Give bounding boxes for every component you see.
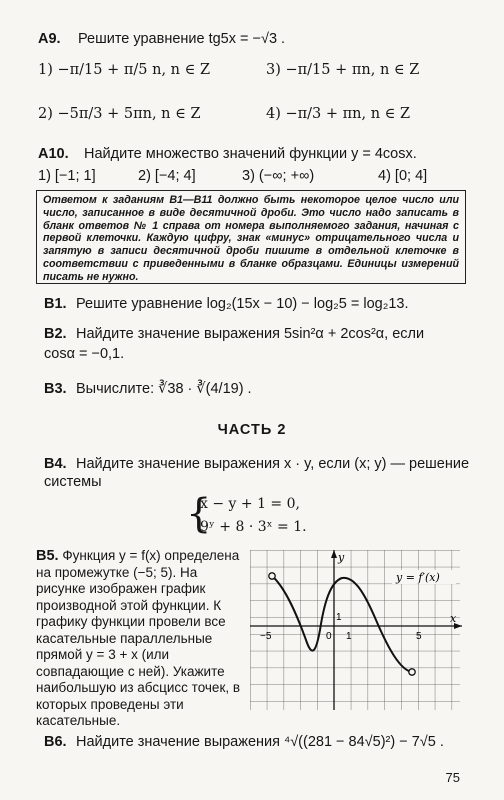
problem-number: В5. [36,548,59,564]
x-axis-label: x [450,612,457,625]
option-4: 4) −π/3 + πn, n ∈ Z [266,106,411,122]
tick-neg5: −5 [260,631,272,642]
instruction-box: Ответом к заданиям В1—В11 должно быть некоторое целое число или число, записанное в виде десятичной дроби. Это число надо записать в бланк ответов № 1 справа от номера выполняемого задания, начиная с первой клеточки. Каждую цифру, знак «минус» отрицательного числа и запятую в записи десятичной дроби пишите в отдельной клеточке в соответствии с приведенными в бланке образцами. Единицы измерений писать не нужно. [36,190,466,284]
system-equation-2: 9ʸ + 8 · 3ˣ = 1. [200,519,307,535]
problem-text: Вычислите: ∛38 · ∛(4/19) . [76,381,252,397]
problem-text-line1: Найдите значение выражения 5sin²α + 2cos²α, если [76,326,425,342]
problem-number: А10. [38,146,69,162]
option-1: 1) −π/15 + π/5 n, n ∈ Z [38,62,211,78]
problem-b5 [36,548,246,730]
problem-number: В4. [44,456,67,472]
problem-text-line2: cosα = −0,1. [44,346,125,362]
graph-label: y = f′(x) [396,571,440,584]
problem-text: Решите уравнение tg5x = −√3 . [78,31,286,47]
system-equation-1: x − y + 1 = 0, [200,496,300,512]
problem-text: Функция y = f(x) определена на промежутке (−5; 5). На рисунке изображен график производной этой функции. К графику функции провели все касательные параллельные прямой y = 3 + x (или совпадающие с ней). Укажите наибольшую из абсцисс точек, в которых проведены эти касательные. [36,548,241,728]
derivative-graph [246,548,466,712]
part-heading: ЧАСТЬ 2 [217,422,287,438]
problem-number: А9. [38,31,61,47]
page-number: 75 [445,770,460,785]
option-3: 3) (−∞; +∞) [242,168,315,184]
problem-text: Решите уравнение log₂(15x − 10) − log₂5 = log₂13. [76,296,409,312]
tick-1-y: 1 [336,612,342,623]
problem-text: Найдите значение выражения ⁴√((281 − 84√5)²) − 7√5 . [76,734,444,750]
option-3: 3) −π/15 + πn, n ∈ Z [266,62,420,78]
problem-number: В3. [44,381,67,397]
problem-text-line2: системы [44,474,102,490]
problem-number: В6. [44,734,67,750]
open-endpoint-left [269,573,275,579]
problem-number: В2. [44,326,67,342]
problem-text: Найдите множество значений функции y = 4cosx. [84,146,417,162]
option-2: 2) −5π/3 + 5πn, n ∈ Z [38,106,201,122]
tick-5: 5 [416,631,422,642]
option-4: 4) [0; 4] [378,168,428,184]
open-endpoint-right [409,669,415,675]
y-axis-label: y [338,551,345,564]
option-2: 2) [−4; 4] [138,168,196,184]
option-1: 1) [−1; 1] [38,168,96,184]
problem-text-line1: Найдите значение выражения x · y, если (x; y) — решение [76,456,470,472]
tick-1-x: 1 [346,631,352,642]
system-brace: { [186,491,212,537]
problem-number: В1. [44,296,67,312]
tick-0: 0 [326,631,332,642]
